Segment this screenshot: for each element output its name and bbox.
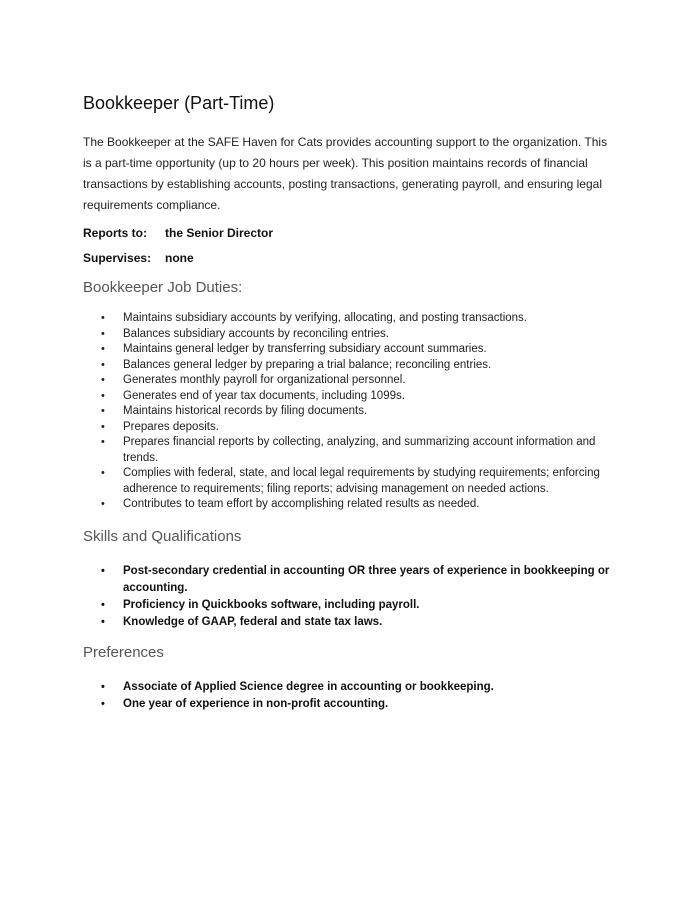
bullet-icon: • [101, 405, 105, 417]
skill-item [83, 563, 615, 597]
skill-item-text: Proficiency in Quickbooks software, including payroll. [123, 598, 420, 611]
reporting-info [83, 224, 615, 274]
preferences-list [83, 679, 615, 713]
duty-item-text: Balances subsidiary accounts by reconciling entries. [123, 327, 389, 340]
skill-item-text: Post-secondary credential in accounting OR three years of experience in bookkeeping or accounting. [123, 564, 610, 594]
bullet-icon: • [101, 498, 105, 510]
duty-item [83, 466, 615, 497]
duty-item-text: Contributes to team effort by accomplishing related results as needed. [123, 498, 480, 510]
bullet-icon: • [101, 374, 105, 386]
skills-heading: Skills and Qualifications [83, 527, 242, 545]
duties-heading: Bookkeeper Job Duties: [83, 279, 243, 296]
bullet-icon: • [101, 358, 105, 371]
duty-item [83, 497, 615, 513]
supervises-value: none [165, 251, 194, 265]
page-title: Bookkeeper (Part-Time) [83, 93, 275, 113]
preference-item [83, 696, 615, 713]
bullet-icon: • [101, 343, 105, 355]
duty-item [83, 342, 615, 358]
duty-item [83, 435, 615, 466]
preference-item [83, 679, 615, 696]
skill-item [83, 614, 615, 631]
duty-item [83, 327, 615, 343]
duty-item [83, 389, 615, 405]
duty-item-text: Balances general ledger by preparing a trial balance; reconciling entries. [123, 358, 492, 371]
bullet-icon: • [101, 467, 105, 479]
bullet-icon: • [101, 312, 105, 324]
duty-item [83, 358, 615, 374]
bullet-icon: • [101, 389, 105, 402]
supervises-label: Supervises: [83, 251, 152, 265]
duty-item-text: Prepares financial reports by collecting, analyzing, and summarizing account information and trends. [123, 436, 596, 464]
duty-item [83, 404, 615, 420]
duty-item-text: Prepares deposits. [123, 420, 219, 433]
preference-item-text: One year of experience in non-profit accounting. [123, 697, 389, 710]
bullet-icon: • [101, 680, 105, 693]
duty-item-text: Maintains general ledger by transferring subsidiary account summaries. [123, 343, 487, 355]
preferences-heading: Preferences [83, 643, 164, 661]
reports-to-label: Reports to: [83, 226, 147, 240]
duties-list [83, 311, 615, 513]
duty-item [83, 373, 615, 389]
duty-item [83, 311, 615, 327]
bullet-icon: • [101, 420, 105, 433]
preference-item-text: Associate of Applied Science degree in accounting or bookkeeping. [123, 680, 494, 693]
duty-item-text: Generates monthly payroll for organizational personnel. [123, 374, 406, 386]
supervises-row [83, 249, 615, 274]
intro-paragraph: The Bookkeeper at the SAFE Haven for Cats provides accounting support to the organization. This is a part-time opportunity (up to 20 hours per week). This position maintains records of financial transactions by establishing accounts, posting transactions, generating payroll, and ensuring legal requirements compliance. [83, 135, 608, 212]
duty-item-text: Generates end of year tax documents, including 1099s. [123, 389, 405, 402]
duty-item-text: Maintains historical records by filing documents. [123, 405, 368, 417]
bullet-icon: • [101, 697, 105, 710]
reports-to-row [83, 224, 615, 249]
bullet-icon: • [101, 564, 105, 577]
reports-to-value: the Senior Director [165, 226, 274, 240]
skill-item-text: Knowledge of GAAP, federal and state tax laws. [123, 615, 383, 628]
bullet-icon: • [101, 327, 105, 340]
bullet-icon: • [101, 598, 105, 611]
skill-item [83, 597, 615, 614]
bullet-icon: • [101, 615, 105, 628]
duty-item [83, 420, 615, 436]
document-content [83, 92, 615, 713]
duty-item-text: Maintains subsidiary accounts by verifying, allocating, and posting transactions. [123, 312, 527, 324]
duty-item-text: Complies with federal, state, and local legal requirements by studying requirements; enforcing adherence to requirements; filing reports; advising management on needed actions. [123, 467, 600, 495]
bullet-icon: • [101, 436, 105, 448]
skills-list [83, 563, 615, 631]
